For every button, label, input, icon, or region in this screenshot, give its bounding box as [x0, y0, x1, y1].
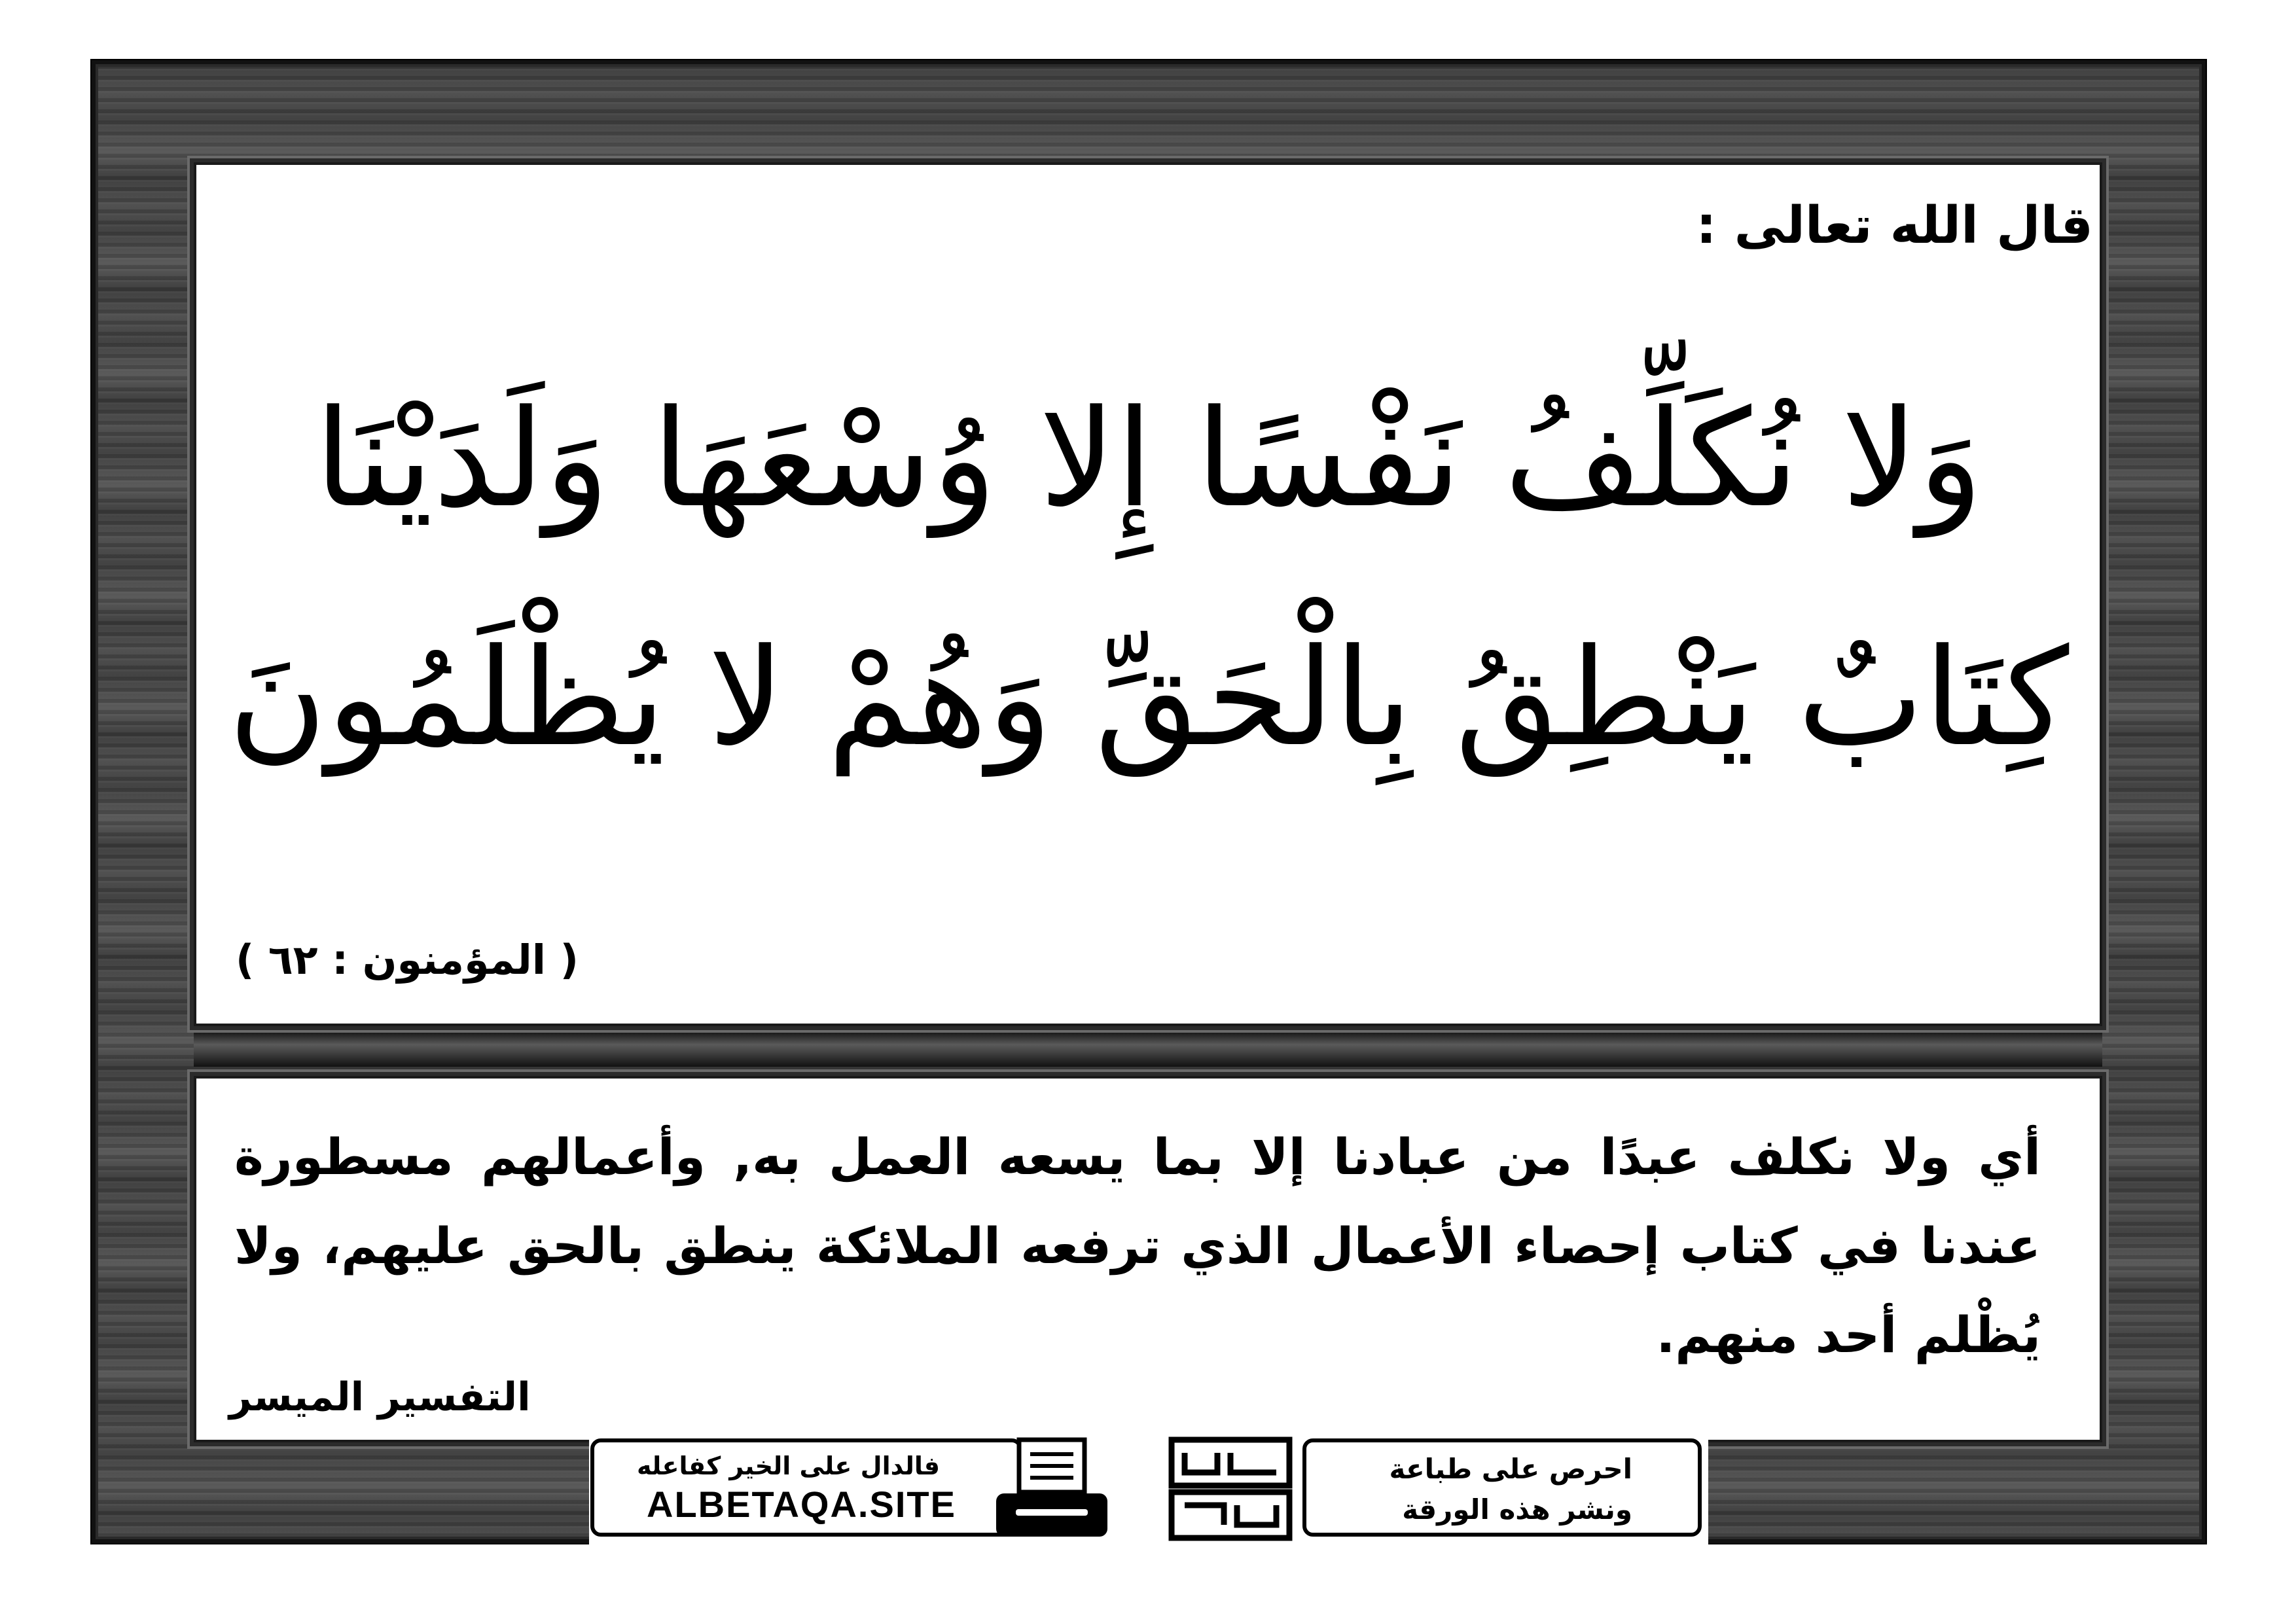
verse-panel: [194, 162, 2102, 1026]
kufic-logo-icon: [1165, 1433, 1296, 1544]
verse-line-2: كِتَابٌ يَنْطِقُ بِالْحَقِّ وَهُمْ لا يُظْلَمُونَ: [228, 620, 2070, 776]
footer-site-link[interactable]: ALBETAQA.SITE: [647, 1484, 956, 1525]
frame-divider: [194, 1033, 2102, 1067]
footer-share-line-1: احرص على طباعة: [1389, 1453, 1632, 1485]
verse-line-1: وَلا نُكَلِّفُ نَفْسًا إِلا وُسْعَهَا وَلَدَيْنَا: [314, 382, 1983, 537]
footer-share-line-2: ونشر هذه الورقة: [1402, 1493, 1632, 1525]
footer-share-box: [1302, 1438, 1702, 1537]
footer-slogan: فالدال على الخير كفاعله: [636, 1452, 940, 1480]
printer-icon: [990, 1436, 1114, 1541]
footer-banner: [589, 1433, 1708, 1548]
tafsir-text: أي ولا نكلف عبدًا من عبادنا إلا بما يسعه العمل به, وأعمالهم مسطورة عندنا في كتاب إحصاء الأعمال الذي ترفعه الملائكة ينطق بالحق عليهم، ولا يُظْلم أحد منهم.: [234, 1128, 2041, 1364]
tafsir-reference: التفسير الميسر: [229, 1374, 531, 1420]
verse-source: ( المؤمنون : ٦٢ ): [236, 936, 579, 984]
footer-site-box: [590, 1438, 1022, 1537]
intro-text: قال الله تعالى :: [1696, 196, 2093, 255]
